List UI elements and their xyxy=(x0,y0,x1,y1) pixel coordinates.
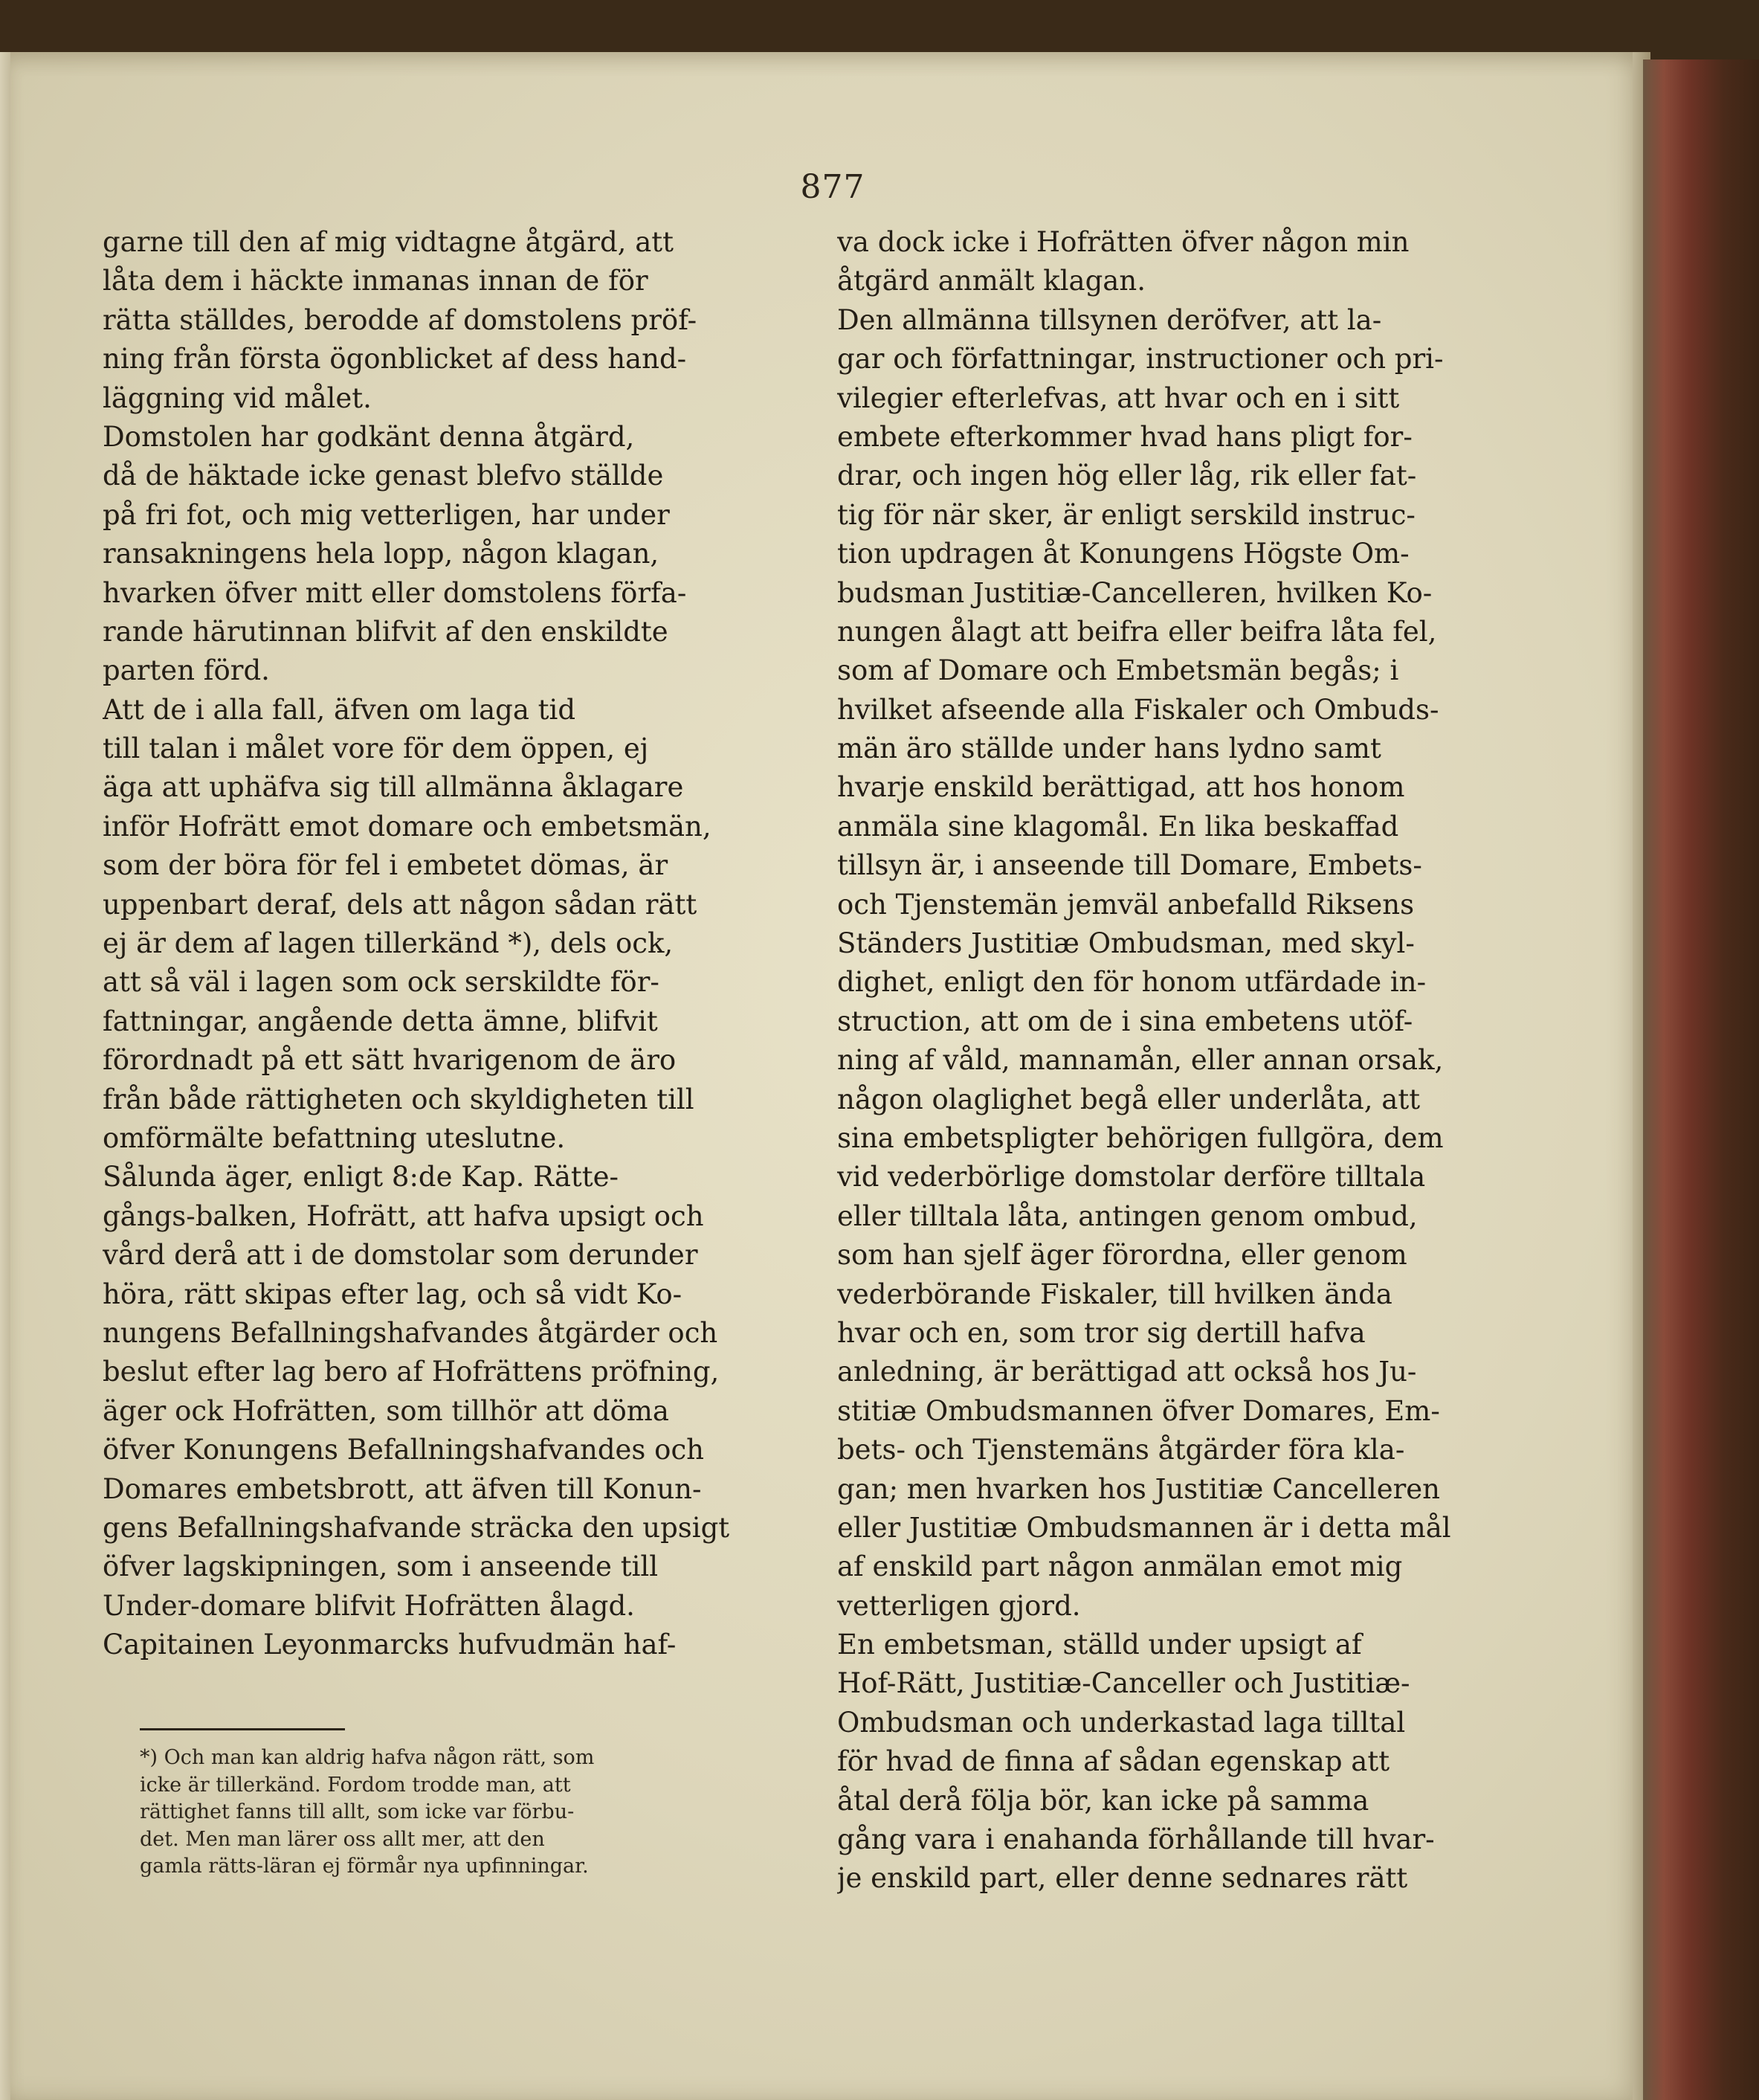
page-left-edge xyxy=(0,52,10,2100)
text-line: nungens Befallningshafvandes åtgärder och xyxy=(103,1316,718,1349)
footnote-line: gamla rätts-läran ej förmår nya upfinningar. xyxy=(140,1855,589,1878)
text-line: gens Befallningshafvande sträcka den upsigt xyxy=(103,1511,730,1544)
text-line: vid vederbörlige domstolar derföre tilltala xyxy=(837,1161,1426,1194)
text-line: rande härutinnan blifvit af den enskildte xyxy=(103,615,668,648)
footnote-line: det. Men man lärer oss allt mer, att den xyxy=(140,1827,545,1851)
text-line: je enskild part, eller denne sednares rätt xyxy=(837,1862,1408,1895)
page-number: 877 xyxy=(800,168,865,206)
text-line: som han sjelf äger förordna, eller genom xyxy=(837,1239,1407,1272)
text-line: Domstolen har godkänt denna åtgärd, xyxy=(103,420,635,453)
text-line: sina embetspligter behörigen fullgöra, dem xyxy=(837,1121,1444,1154)
text-line: Att de i alla fall, äfven om laga tid xyxy=(103,693,576,726)
text-line: någon olaglighet begå eller underlåta, att xyxy=(837,1083,1421,1115)
text-line: drar, och ingen hög eller låg, rik eller fat- xyxy=(837,460,1417,492)
text-line: Domares embetsbrott, att äfven till Konun- xyxy=(103,1472,702,1505)
text-line: till talan i målet vore för dem öppen, ej xyxy=(103,732,649,765)
text-line: då de häktade icke genast blefvo ställde xyxy=(103,460,664,492)
text-line: Ständers Justitiæ Ombudsman, med skyl- xyxy=(837,927,1415,960)
text-line: ning af våld, mannamån, eller annan orsak, xyxy=(837,1044,1444,1077)
text-line: ransakningens hela lopp, någon klagan, xyxy=(103,538,659,570)
text-line: budsman Justitiæ-Cancelleren, hvilken Ko- xyxy=(837,576,1433,609)
text-line: låta dem i häckte inmanas innan de för xyxy=(103,265,648,297)
text-line: på fri fot, och mig vetterligen, har under xyxy=(103,498,670,531)
text-line: dighet, enligt den för honom utfärdade in- xyxy=(837,966,1427,999)
text-line: anmäla sine klagomål. En lika beskaffad xyxy=(837,810,1399,843)
text-line: och Tjenstemän jemväl anbefalld Riksens xyxy=(837,888,1415,921)
text-line: uppenbart deraf, dels att någon sådan rätt xyxy=(103,888,697,921)
text-line: anledning, är berättigad att också hos Ju- xyxy=(837,1356,1417,1388)
text-line: äger ock Hofrätten, som tillhör att döma xyxy=(103,1394,669,1427)
text-line: beslut efter lag bero af Hofrättens pröfning, xyxy=(103,1356,720,1388)
footnote-divider xyxy=(140,1728,345,1730)
text-line: tion updragen åt Konungens Högste Om- xyxy=(837,538,1410,570)
text-line: bets- och Tjenstemäns åtgärder föra kla- xyxy=(837,1434,1405,1466)
text-line: ning från första ögonblicket af dess hand- xyxy=(103,343,687,376)
text-line: ej är dem af lagen tillerkänd *), dels ock, xyxy=(103,927,674,960)
text-line: parten förd. xyxy=(103,654,270,687)
text-line: hvarken öfver mitt eller domstolens förfa- xyxy=(103,576,687,609)
text-line: tillsyn är, i anseende till Domare, Embets- xyxy=(837,849,1422,882)
text-line: embete efterkommer hvad hans pligt for- xyxy=(837,420,1413,453)
text-line: eller tilltala låta, antingen genom ombud, xyxy=(837,1199,1418,1232)
footnote-line: icke är tillerkänd. Fordom trodde man, att xyxy=(140,1773,571,1797)
text-line: struction, att om de i sina embetens utöf- xyxy=(837,1005,1413,1037)
text-line: som der böra för fel i embetet dömas, är xyxy=(103,849,668,882)
book-spine xyxy=(1643,59,1759,2100)
text-line: omförmälte befattning uteslutne. xyxy=(103,1121,566,1154)
footnote xyxy=(140,1745,809,1881)
text-line: inför Hofrätt emot domare och embetsmän, xyxy=(103,810,711,843)
text-line: åtgärd anmält klagan. xyxy=(837,265,1146,297)
text-line: vård derå att i de domstolar som derunder xyxy=(103,1239,698,1272)
text-line: vederbörande Fiskaler, till hvilken ända xyxy=(837,1278,1392,1310)
text-line: rätta ställdes, berodde af domstolens pröf- xyxy=(103,303,697,336)
text-line: höra, rätt skipas efter lag, och så vidt Ko- xyxy=(103,1278,682,1310)
text-line: vilegier efterlefvas, att hvar och en i sitt xyxy=(837,381,1400,414)
footnote-line: rättighet fanns till allt, som icke var förbu- xyxy=(140,1800,575,1823)
text-line: öfver lagskipningen, som i anseende till xyxy=(103,1550,659,1583)
text-line: från både rättigheten och skyldigheten till xyxy=(103,1083,694,1115)
text-line: En embetsman, ställd under upsigt af xyxy=(837,1629,1362,1661)
text-line: läggning vid målet. xyxy=(103,381,372,414)
right-text-column xyxy=(837,223,1549,1898)
text-line: män äro ställde under hans lydno samt xyxy=(837,732,1381,765)
text-line: hvilket afseende alla Fiskaler och Ombuds- xyxy=(837,693,1439,726)
text-line: förordnadt på ett sätt hvarigenom de äro xyxy=(103,1044,677,1077)
text-line: Hof-Rätt, Justitiæ-Canceller och Justitiæ- xyxy=(837,1667,1410,1700)
text-line: gar och författningar, instructioner och pri- xyxy=(837,343,1444,376)
text-line: Ombudsman och underkastad laga tilltal xyxy=(837,1706,1406,1739)
text-line: Den allmänna tillsynen deröfver, att la- xyxy=(837,303,1382,336)
text-line: fattningar, angående detta ämne, blifvit xyxy=(103,1005,658,1037)
text-line: Sålunda äger, enligt 8:de Kap. Rätte- xyxy=(103,1161,619,1194)
left-text-column xyxy=(103,223,807,1664)
text-line: öfver Konungens Befallningshafvandes och xyxy=(103,1434,704,1466)
text-line: vetterligen gjord. xyxy=(837,1589,1081,1622)
text-line: garne till den af mig vidtagne åtgärd, att xyxy=(103,226,674,258)
text-line: äga att uphäfva sig till allmänna åklagare xyxy=(103,771,684,804)
text-line: af enskild part någon anmälan emot mig xyxy=(837,1550,1403,1583)
text-line: som af Domare och Embetsmän begås; i xyxy=(837,654,1399,687)
footnote-line: *) Och man kan aldrig hafva någon rätt, som xyxy=(140,1746,595,1769)
text-line: gångs-balken, Hofrätt, att hafva upsigt och xyxy=(103,1199,704,1232)
text-line: gan; men hvarken hos Justitiæ Cancelleren xyxy=(837,1472,1441,1505)
text-line: hvarje enskild berättigad, att hos honom xyxy=(837,771,1405,804)
text-line: eller Justitiæ Ombudsmannen är i detta mål xyxy=(837,1511,1451,1544)
text-line: nungen ålagt att beifra eller beifra låta fel, xyxy=(837,615,1437,648)
text-line: va dock icke i Hofrätten öfver någon min xyxy=(837,226,1410,258)
text-line: att så väl i lagen som ock serskildte för- xyxy=(103,966,659,999)
text-line: Capitainen Leyonmarcks hufvudmän haf- xyxy=(103,1629,677,1661)
text-line: åtal derå följa bör, kan icke på samma xyxy=(837,1784,1369,1817)
text-line: Under-domare blifvit Hofrätten ålagd. xyxy=(103,1589,635,1622)
text-line: stitiæ Ombudsmannen öfver Domares, Em- xyxy=(837,1394,1440,1427)
text-line: tig för när sker, är enligt serskild instruc- xyxy=(837,498,1416,531)
text-line: gång vara i enahanda förhållande till hvar- xyxy=(837,1823,1435,1856)
text-line: hvar och en, som tror sig dertill hafva xyxy=(837,1316,1366,1349)
text-line: för hvad de finna af sådan egenskap att xyxy=(837,1745,1390,1778)
